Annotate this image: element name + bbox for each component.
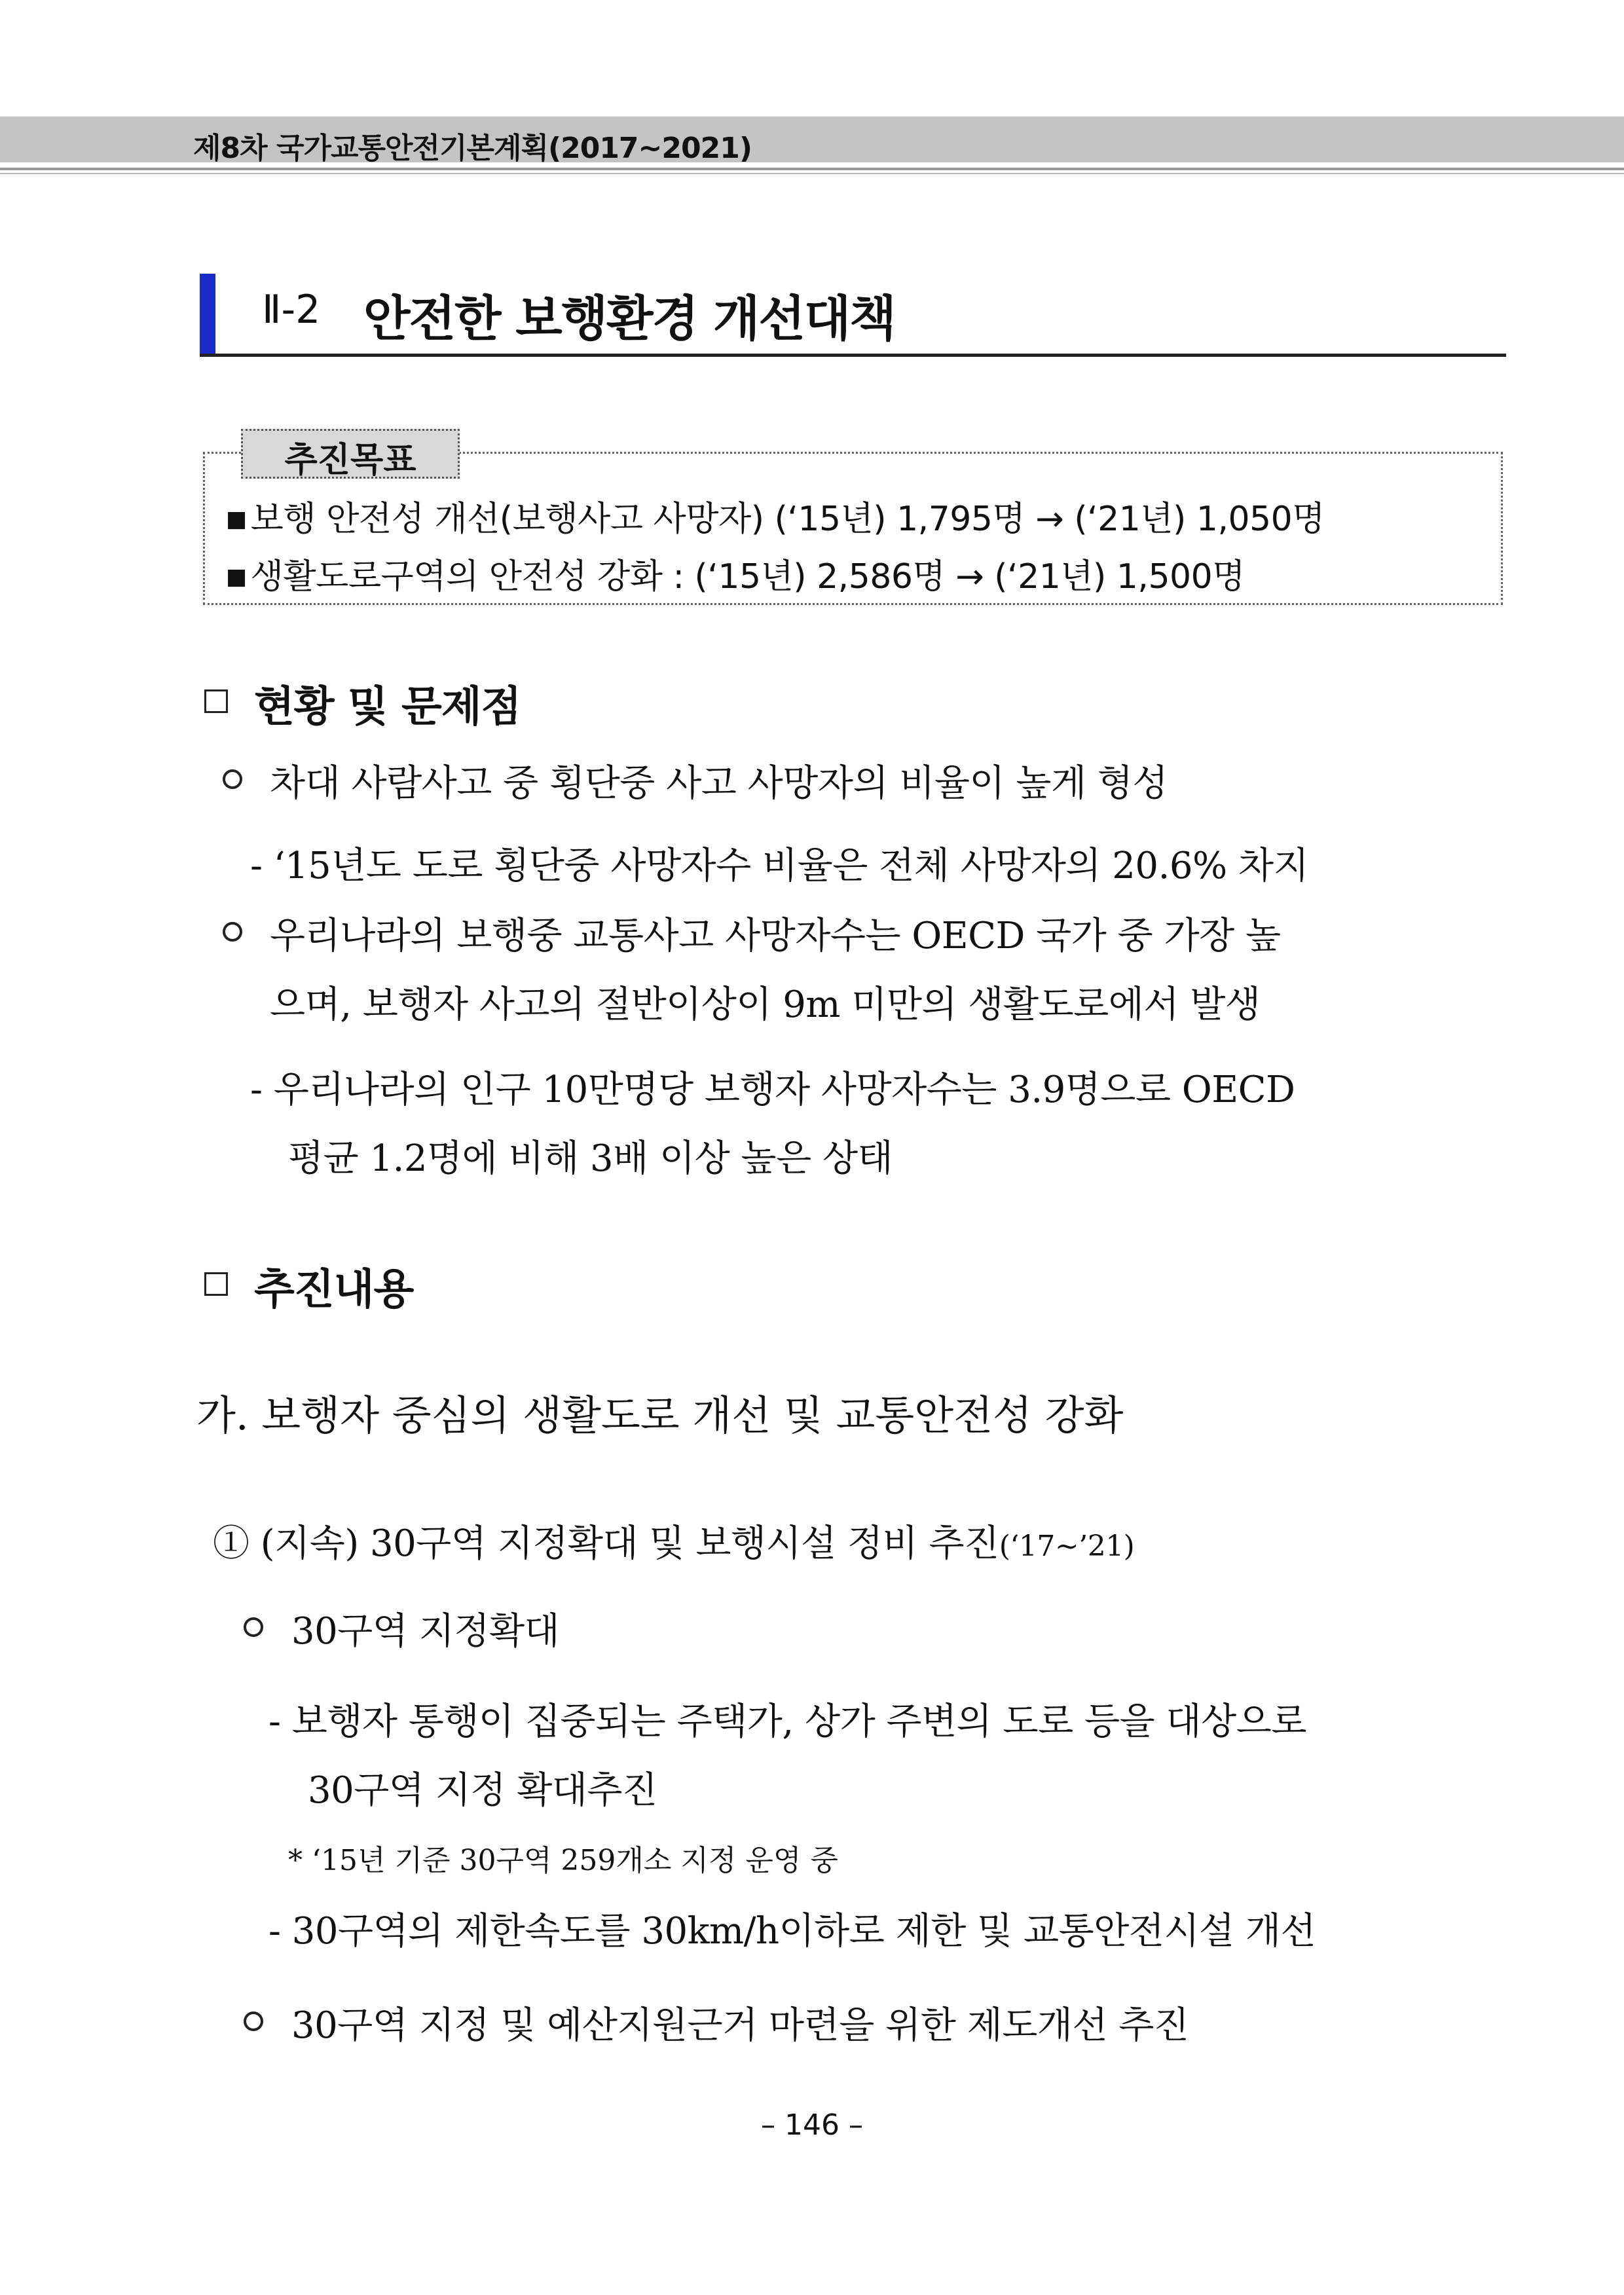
square-bullet-icon: ■ [226, 506, 247, 532]
goal-item: ■ 생활도로구역의 안전성 강화 : (‘15년) 2,586명 → (‘21년) 1,500명 [226, 557, 1245, 597]
plan-line: 30구역 지정 및 예산지원근거 마련을 위한 제도개선 추진 [291, 2004, 1189, 2047]
status-item-continued: 으며, 보행자 사고의 절반이상이 9m 미만의 생활도로에서 발생 [270, 983, 1261, 1026]
circle-bullet-icon [244, 1617, 263, 1637]
plan-heading: 추진내용 [254, 1266, 414, 1314]
circle-bullet-icon [223, 769, 242, 789]
status-subitem-continued: 평균 1.2명에 비해 3배 이상 높은 상태 [288, 1137, 893, 1180]
plan-note: * ‘15년 기준 30구역 259개소 지정 운영 중 [288, 1844, 838, 1877]
running-header-title: 제8차 국가교통안전기본계획(2017~2021) [193, 132, 752, 165]
status-item: 차대 사람사고 중 횡단중 사고 사망자의 비율이 높게 형성 [270, 762, 1168, 805]
page-number: – 146 – [761, 2108, 863, 2142]
section-number: Ⅱ-2 [262, 287, 321, 333]
plan-subline: - 보행자 통행이 집중되는 주택가, 상가 주변의 도로 등을 대상으로 [268, 1700, 1306, 1743]
goal-item: ■ 보행 안전성 개선(보행사고 사망자) (‘15년) 1,795명 → (‘21년) 1,050명 [226, 500, 1325, 539]
circle-bullet-icon [244, 2011, 263, 2031]
section-accent-bar [200, 274, 215, 356]
section-title-rule [200, 354, 1506, 357]
plan-line: 30구역 지정확대 [291, 1610, 560, 1653]
plan-subline-continued: 30구역 지정 확대추진 [308, 1769, 657, 1812]
circle-bullet-icon [223, 922, 242, 942]
plan-item-period: (‘17~’21) [999, 1530, 1135, 1563]
plan-subline: - 30구역의 제한속도를 30km/h이하로 제한 및 교통안전시설 개선 [268, 1910, 1316, 1953]
plan-item-title: ① (지속) 30구역 지정확대 및 보행시설 정비 추진(‘17~’21) [213, 1522, 1135, 1565]
square-bullet-icon: ■ [226, 564, 247, 590]
header-rule [0, 168, 1624, 170]
section-title: 안전한 보행환경 개선대책 [363, 291, 895, 347]
plan-subheading: 가. 보행자 중심의 생활도로 개선 및 교통안전성 강화 [196, 1391, 1124, 1439]
status-subitem: - 우리나라의 인구 10만명당 보행자 사망자수는 3.9명으로 OECD [250, 1069, 1295, 1111]
goal-label: 추진목표 [284, 441, 416, 480]
checkbox-square-icon [204, 1272, 228, 1296]
header-rule-thin [0, 173, 1624, 174]
status-subitem: - ‘15년도 도로 횡단중 사망자수 비율은 전체 사망자의 20.6% 차지 [250, 845, 1309, 887]
status-heading: 현황 및 문제점 [254, 683, 521, 731]
checkbox-square-icon [204, 689, 228, 713]
status-item: 우리나라의 보행중 교통사고 사망자수는 OECD 국가 중 가장 높 [270, 915, 1281, 957]
